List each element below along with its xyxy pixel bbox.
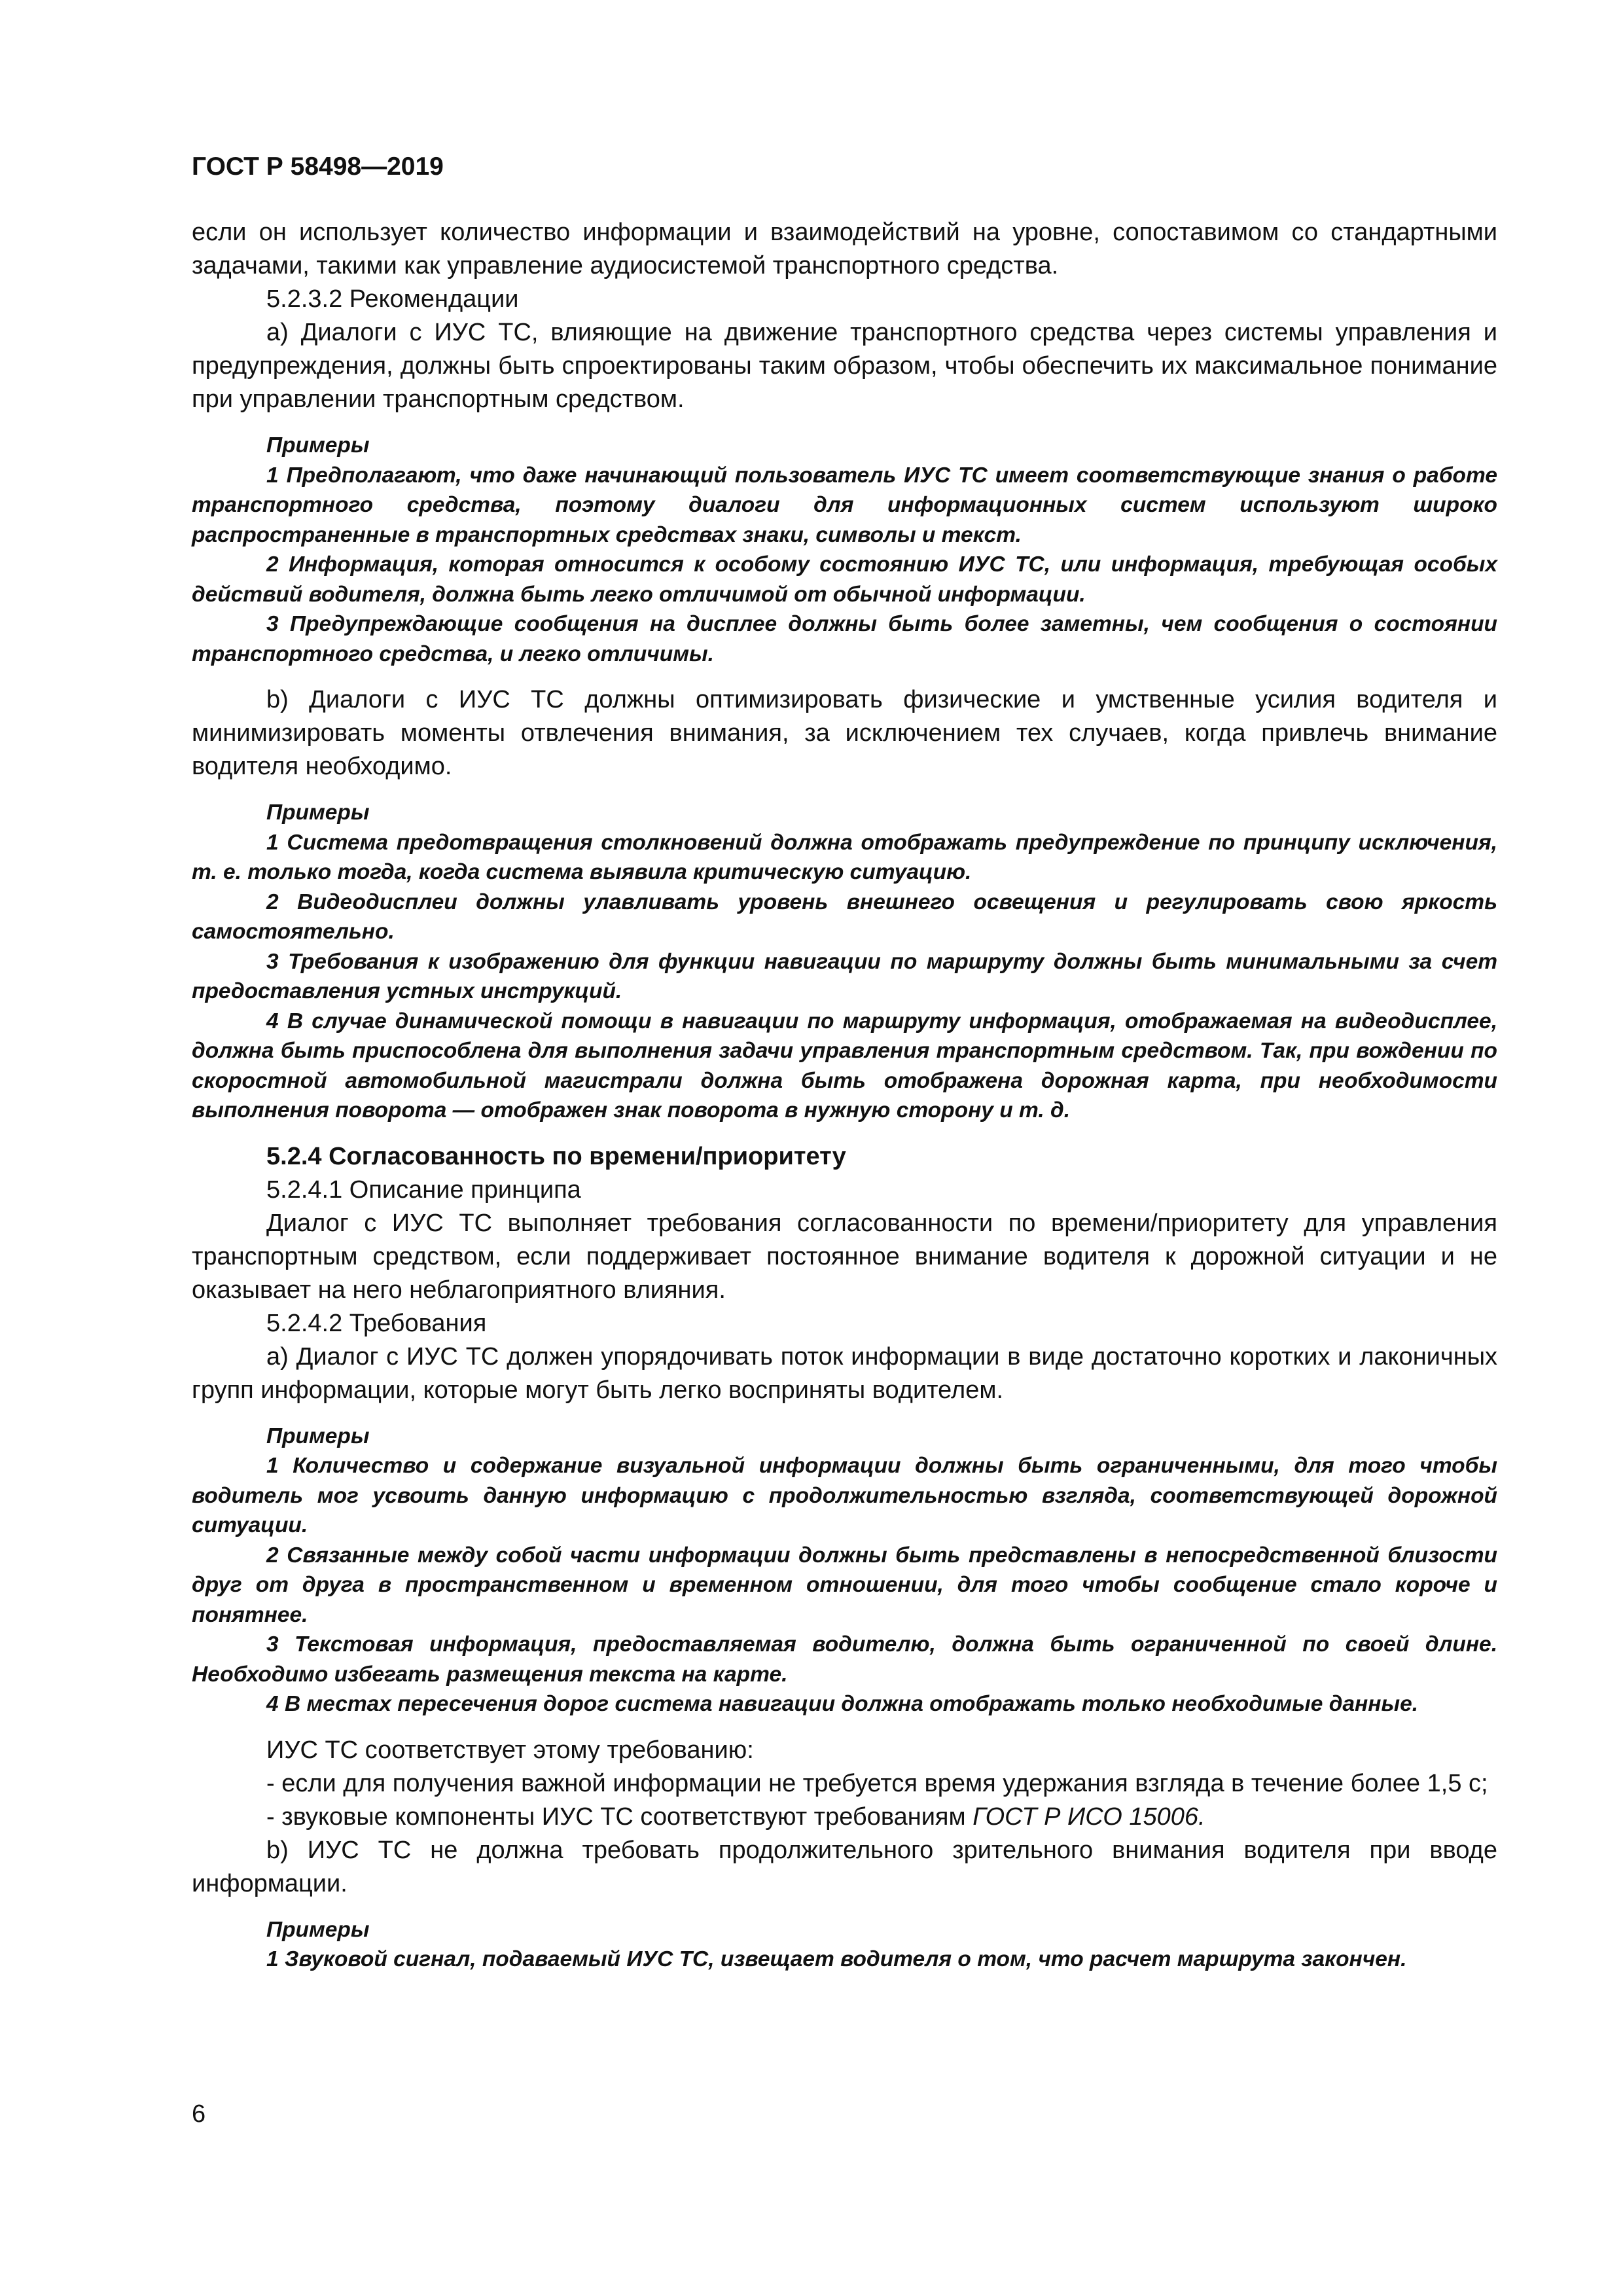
- example-item: 3 Предупреждающие сообщения на дисплее должны быть более заметны, чем сообщения о состоянии транспортного средства, и легко отличимы.: [192, 612, 1497, 666]
- example-item: 2 Информация, которая относится к особому состоянию ИУС ТС, или информация, требующая особых действий водителя, должна быть легко отличимой от обычной информации.: [192, 552, 1497, 607]
- document-header: ГОСТ Р 58498—2019: [192, 152, 444, 181]
- example-item: 1 Предполагают, что даже начинающий пользователь ИУС ТС имеет соответствующие знания о работе транспортного средства, поэтому диалоги для информационных систем используют широко распространенные в транспортных средствах знаки, символы и текст.: [192, 463, 1497, 547]
- paragraph-text: - звуковые компоненты ИУС ТС соответствуют требованиям: [266, 1803, 973, 1831]
- paragraph: 5.2.3.2 Рекомендации: [266, 285, 519, 313]
- section-heading: 5.2.4 Согласованность по времени/приоритету: [266, 1142, 846, 1170]
- paragraph: ИУС ТС соответствует этому требованию:: [266, 1736, 754, 1764]
- page-number: 6: [192, 2100, 206, 2128]
- paragraph: 5.2.4.1 Описание принципа: [266, 1175, 581, 1204]
- examples-title: Примеры: [266, 800, 370, 825]
- paragraph: b) Диалоги с ИУС ТС должны оптимизировать физические и умственные усилия водителя и минимизировать моменты отвлечения внимания, за исключением тех случаев, когда привлечь внимание водителя необходимо.: [192, 686, 1497, 780]
- paragraph: [192, 1801, 1497, 1834]
- example-item: 2 Связанные между собой части информации должны быть представлены в непосредственной близости друг от друга в пространственном и временном отношении, для того чтобы сообщение стало короче и понятнее.: [192, 1543, 1497, 1627]
- example-item: 4 В местах пересечения дорог система навигации должна отображать только необходимые данные.: [266, 1692, 1419, 1716]
- example-item: 3 Требования к изображению для функции навигации по маршруту должны быть минимальными за счет предоставления устных инструкций.: [192, 949, 1497, 1003]
- document-body: [192, 216, 1497, 1975]
- paragraph: Диалог с ИУС ТС выполняет требования согласованности по времени/приоритету для управления транспортным средством, если поддерживает постоянное внимание водителя к дорожной ситуации и не оказывает на него неблагоприятного влияния.: [192, 1209, 1497, 1304]
- standard-reference: ГОСТ Р ИСО 15006.: [972, 1803, 1205, 1831]
- paragraph: 5.2.4.2 Требования: [266, 1309, 487, 1337]
- example-item: 1 Система предотвращения столкновений должна отображать предупреждение по принципу исключения, т. е. только тогда, когда система выявила критическую ситуацию.: [192, 830, 1497, 884]
- document-page: [192, 0, 1497, 2296]
- paragraph: a) Диалог с ИУС ТС должен упорядочивать поток информации в виде достаточно коротких и лаконичных групп информации, которые могут быть легко восприняты водителем.: [192, 1342, 1497, 1404]
- paragraph: - если для получения важной информации не требуется время удержания взгляда в течение более 1,5 с;: [266, 1769, 1488, 1797]
- examples-title: Примеры: [266, 1917, 370, 1942]
- example-item: 3 Текстовая информация, предоставляемая водителю, должна быть ограниченной по своей длине. Необходимо избегать размещения текста на карте.: [192, 1632, 1497, 1687]
- paragraph: b) ИУС ТС не должна требовать продолжительного зрительного внимания водителя при вводе информации.: [192, 1836, 1497, 1897]
- paragraph: если он использует количество информации и взаимодействий на уровне, сопоставимом со стандартными задачами, такими как управление аудиосистемой транспортного средства.: [192, 219, 1497, 279]
- paragraph: a) Диалоги с ИУС ТС, влияющие на движение транспортного средства через системы управления и предупреждения, должны быть спроектированы таким образом, чтобы обеспечить их максимальное понимание при управлении транспортным средством.: [192, 319, 1497, 413]
- example-item: 4 В случае динамической помощи в навигации по маршруту информация, отображаемая на видеодисплее, должна быть приспособлена для выполнения задачи управления транспортным средством. Так, при вождении по скоростной автомобильной магистрали должна быть отображена дорожная карта, при необходимости выполнения поворота — отображен знак поворота в нужную сторону и т. д.: [192, 1009, 1497, 1122]
- example-item: 1 Звуковой сигнал, подаваемый ИУС ТС, извещает водителя о том, что расчет маршрута закончен.: [266, 1947, 1407, 1971]
- examples-title: Примеры: [266, 433, 370, 457]
- examples-title: Примеры: [266, 1424, 370, 1448]
- example-item: 2 Видеодисплеи должны улавливать уровень внешнего освещения и регулировать свою яркость самостоятельно.: [192, 889, 1497, 944]
- example-item: 1 Количество и содержание визуальной информации должны быть ограниченными, для того чтобы водитель мог усвоить данную информацию с продолжительностью взгляда, соответствующей дорожной ситуации.: [192, 1454, 1497, 1537]
